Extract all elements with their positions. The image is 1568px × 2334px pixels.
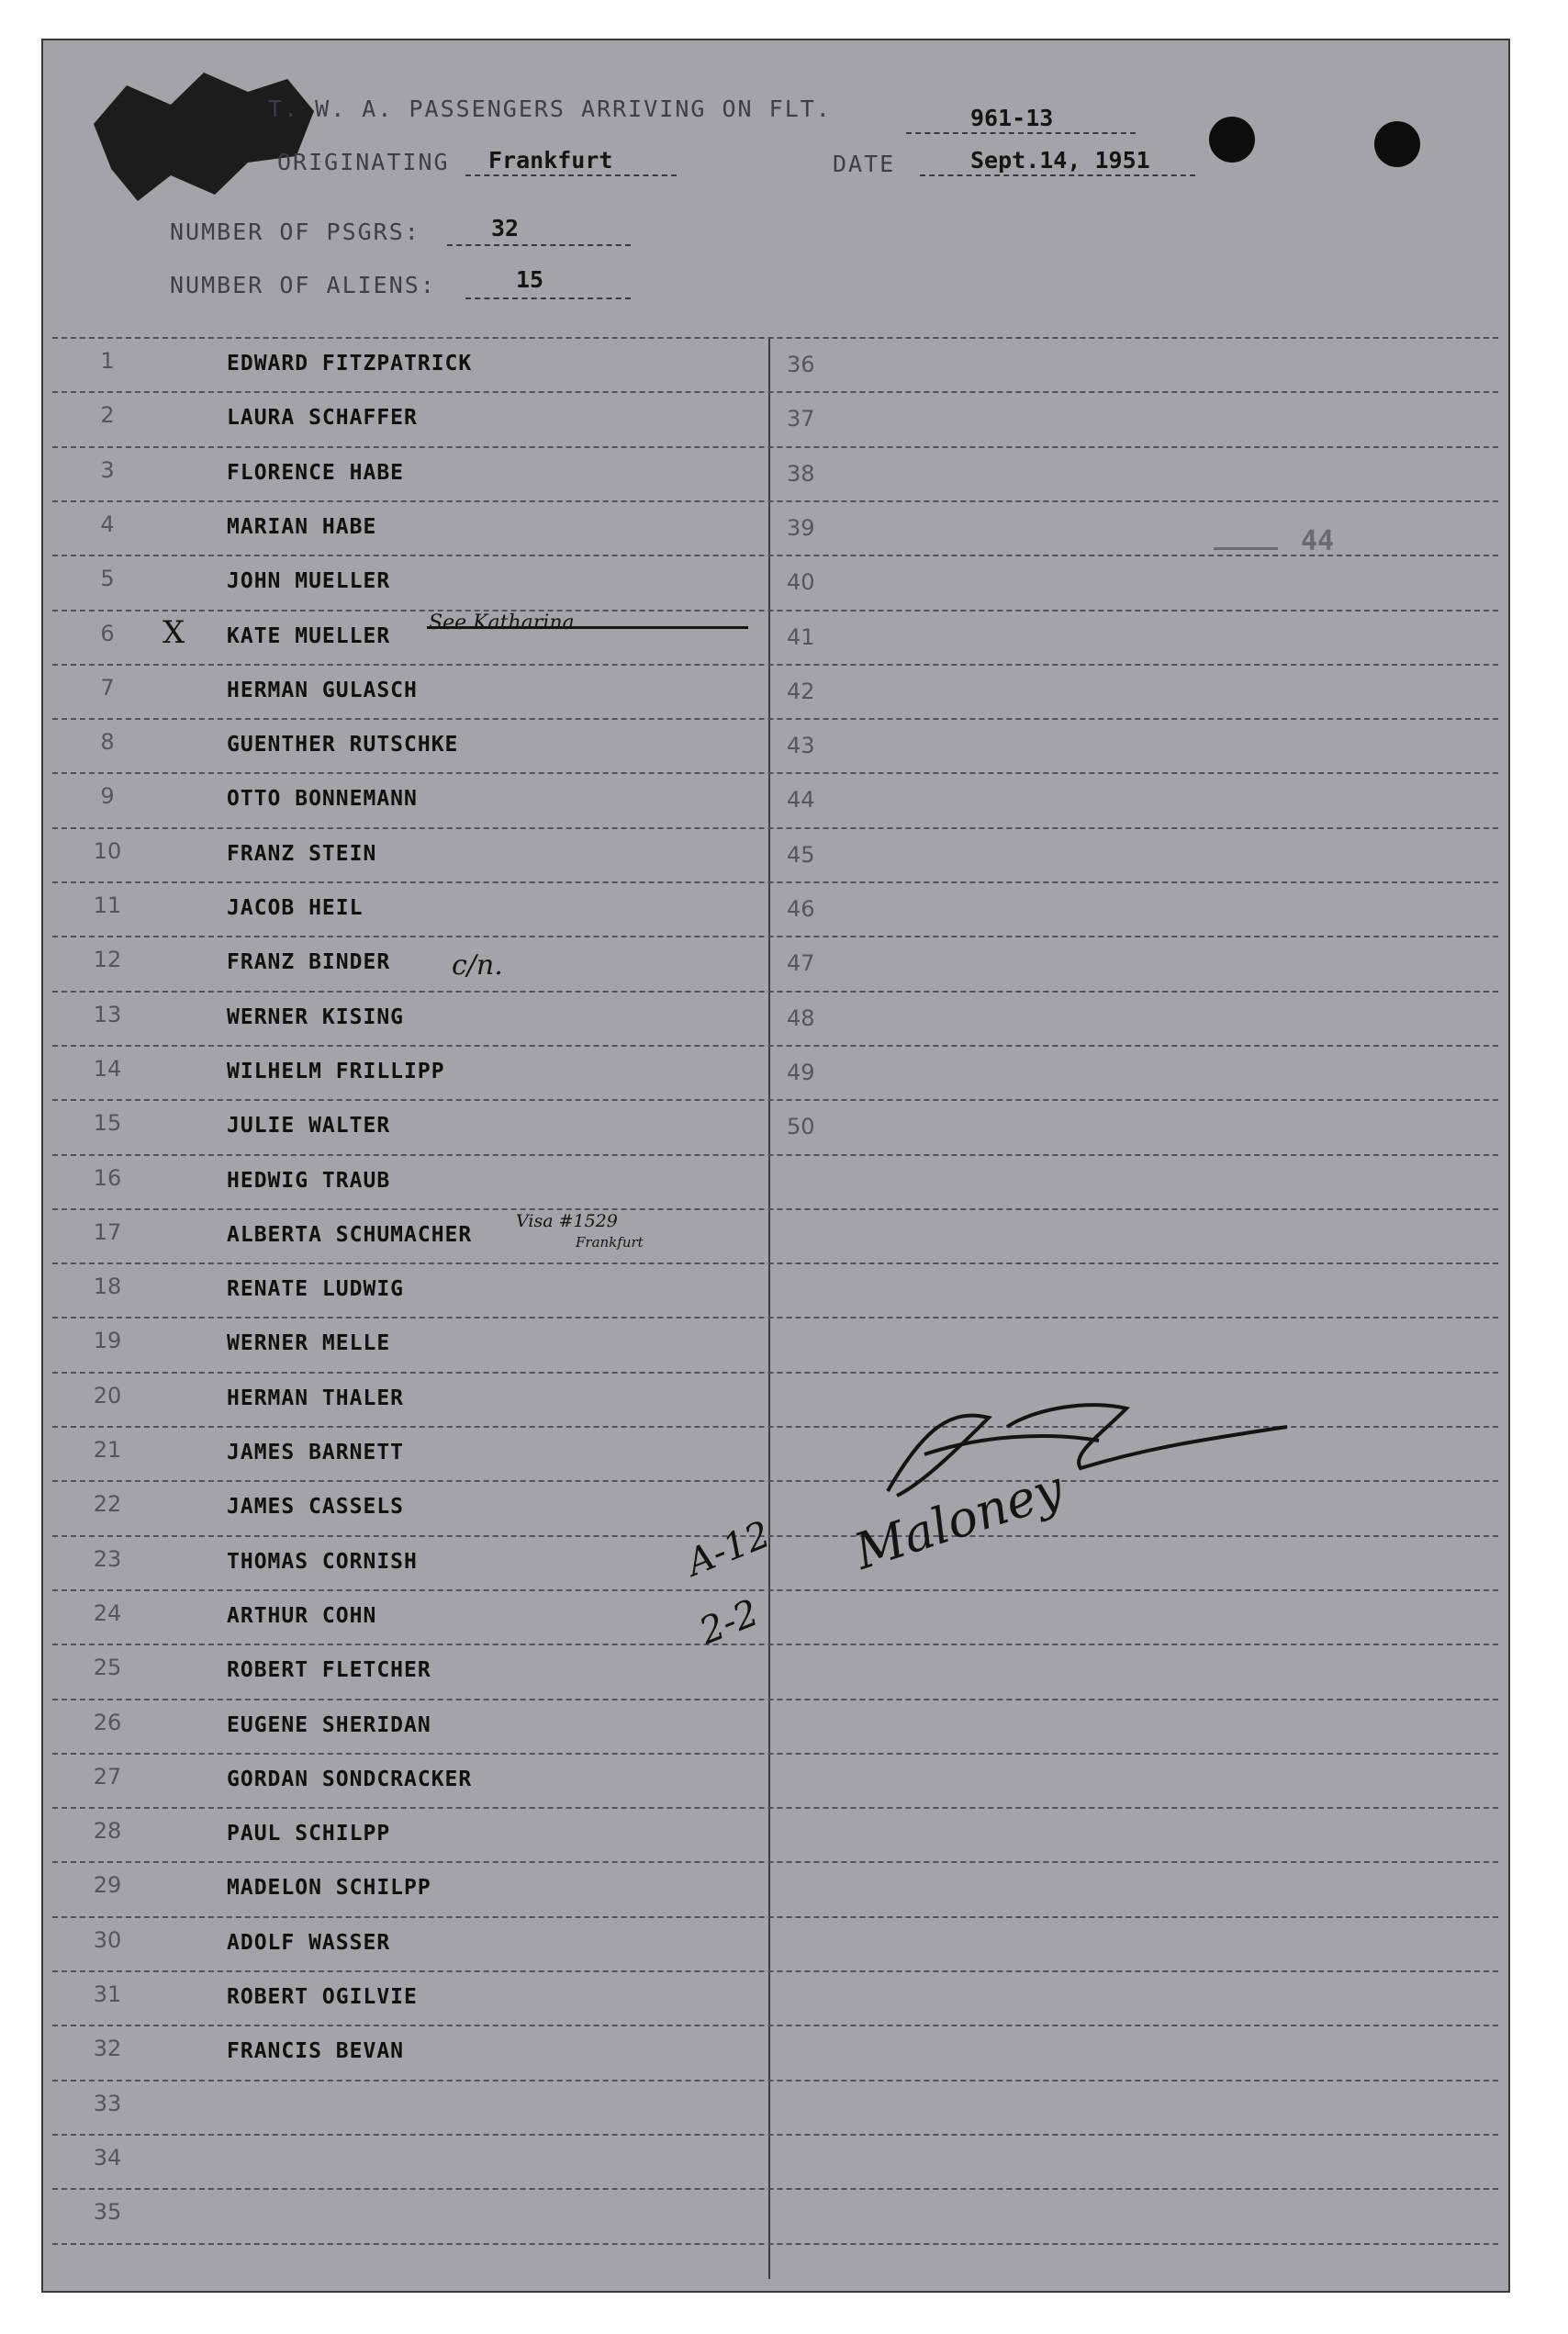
- passenger-row: [52, 1589, 768, 1644]
- passenger-row: [52, 1644, 768, 1698]
- passenger-name: OTTO BONNEMANN: [227, 787, 418, 812]
- passenger-row: [52, 1699, 768, 1753]
- stamp-22: 2-2: [693, 1591, 765, 1654]
- visa-city-note: Frankfurt: [576, 1234, 644, 1251]
- passenger-row: [52, 610, 768, 664]
- passenger-name: HEDWIG TRAUB: [227, 1168, 391, 1193]
- right-row-number: 39: [787, 514, 815, 541]
- passenger-name: ROBERT OGILVIE: [227, 1985, 418, 2009]
- row-number: 24: [93, 1599, 122, 1626]
- passenger-name: JAMES BARNETT: [227, 1441, 405, 1464]
- row-number: 22: [93, 1491, 122, 1518]
- column-divider: [768, 337, 770, 2279]
- initials-signature: [869, 1390, 1301, 1519]
- passenger-name: HERMAN GULASCH: [227, 678, 418, 702]
- passenger-name: ALBERTA SCHUMACHER: [227, 1222, 473, 1247]
- originating-label: ORIGINATING: [277, 149, 450, 175]
- passenger-name: WERNER KISING: [227, 1004, 405, 1029]
- passenger-row: [52, 1154, 768, 1208]
- passenger-row: [52, 1317, 768, 1371]
- passenger-count: 32: [491, 215, 520, 241]
- passenger-row: [52, 446, 768, 500]
- right-row-number: 49: [787, 1059, 815, 1085]
- passenger-row: [52, 1262, 768, 1317]
- visa-note: Visa #1529: [516, 1211, 618, 1231]
- passenger-name: MADELON SCHILPP: [227, 1876, 431, 1901]
- row-number: 16: [93, 1164, 122, 1191]
- cancel-mark: X: [162, 614, 185, 651]
- right-row-number: 43: [787, 733, 815, 759]
- passenger-name: HERMAN THALER: [227, 1386, 405, 1410]
- originating-city: Frankfurt: [488, 147, 613, 174]
- passenger-row: [52, 827, 768, 881]
- passenger-row: [52, 2134, 768, 2188]
- dash-mark: [1214, 547, 1278, 550]
- passenger-name: EUGENE SHERIDAN: [227, 1712, 431, 1737]
- strike-line: [427, 626, 748, 629]
- passenger-name: JOHN MUELLER: [227, 569, 391, 594]
- passenger-name: ADOLF WASSER: [227, 1930, 391, 1955]
- passenger-row: [52, 1970, 768, 2025]
- passenger-row: [52, 772, 768, 826]
- passenger-row: [52, 1861, 768, 1915]
- right-row-number: 44: [787, 787, 815, 814]
- row-number: 6: [100, 620, 115, 646]
- passenger-row: [52, 718, 768, 772]
- passenger-row: [52, 936, 768, 990]
- right-row-number: 50: [787, 1114, 815, 1140]
- passenger-row: [52, 1426, 768, 1480]
- right-row-number: 37: [787, 406, 815, 432]
- passenger-row: [52, 664, 768, 718]
- manifest-sheet: [41, 39, 1510, 2293]
- passenger-name: GORDAN SONDCRACKER: [227, 1767, 473, 1791]
- row-number: 31: [93, 1981, 122, 2007]
- passenger-name: THOMAS CORNISH: [227, 1549, 418, 1574]
- passenger-name: GUENTHER RUTSCHKE: [227, 733, 459, 757]
- row-number: 3: [100, 456, 115, 483]
- flight-number: 961-13: [970, 105, 1054, 131]
- passenger-row: [52, 337, 768, 391]
- passenger-row: [52, 1372, 768, 1426]
- passenger-name: JULIE WALTER: [227, 1114, 391, 1139]
- row-number: 25: [93, 1655, 122, 1681]
- row-number: 5: [100, 566, 115, 592]
- passenger-row: [52, 991, 768, 1045]
- passenger-row: [52, 1045, 768, 1099]
- row-number: 12: [93, 947, 122, 973]
- passenger-name: ROBERT FLETCHER: [227, 1658, 431, 1683]
- passenger-row: [52, 391, 768, 445]
- row-number: 34: [93, 2144, 122, 2171]
- passenger-row: [52, 1916, 768, 1970]
- row-number: 7: [100, 674, 115, 701]
- row-number: 29: [93, 1872, 122, 1899]
- passenger-row: [52, 500, 768, 555]
- passenger-name: FRANZ BINDER: [227, 950, 391, 975]
- row-number: 17: [93, 1218, 122, 1245]
- passenger-name: PAUL SCHILPP: [227, 1822, 391, 1846]
- row-number: 26: [93, 1709, 122, 1735]
- right-row-number: 45: [787, 841, 815, 868]
- passenger-row: [52, 1480, 768, 1534]
- passenger-table: [52, 40, 1498, 2291]
- row-number: 35: [93, 2199, 122, 2226]
- row-number: 8: [100, 729, 115, 756]
- date-label: DATE: [833, 151, 896, 177]
- row6-note: See Katharina: [429, 612, 575, 634]
- row-number: 4: [100, 511, 115, 537]
- row-number: 30: [93, 1926, 122, 1953]
- passenger-name: JAMES CASSELS: [227, 1495, 405, 1520]
- right-row-number: 47: [787, 950, 815, 977]
- passenger-name: LAURA SCHAFFER: [227, 406, 418, 431]
- right-row-number: 41: [787, 623, 815, 650]
- passenger-row: [52, 1535, 768, 1589]
- row-number: 1: [100, 348, 115, 374]
- right-row-number: 42: [787, 678, 815, 704]
- row-number: 10: [93, 837, 122, 864]
- right-row-number: 36: [787, 352, 815, 377]
- right-row-number: 46: [787, 896, 815, 922]
- passenger-row: [52, 2025, 768, 2079]
- right-count: 44: [1301, 525, 1335, 557]
- passenger-name: ARTHUR COHN: [227, 1603, 377, 1628]
- alien-count-label: NUMBER OF ALIENS:: [170, 272, 436, 298]
- passenger-name: FRANCIS BEVAN: [227, 2039, 405, 2064]
- right-row-number: 40: [787, 569, 815, 596]
- right-row-number: 38: [787, 460, 815, 487]
- row-number: 20: [93, 1382, 122, 1408]
- right-row-number: 48: [787, 1004, 815, 1031]
- passenger-name: RENATE LUDWIG: [227, 1277, 405, 1302]
- signature-maloney: Maloney: [847, 1459, 1070, 1581]
- passenger-name: EDWARD FITZPATRICK: [227, 352, 473, 376]
- passenger-count-label: NUMBER OF PSGRS:: [170, 219, 420, 245]
- passenger-name: KATE MUELLER: [227, 623, 391, 648]
- row-number: 32: [93, 2036, 122, 2062]
- stamp-a12: A-12: [680, 1513, 777, 1585]
- row-number: 21: [93, 1437, 122, 1463]
- passenger-row: [52, 1208, 768, 1262]
- passenger-row: [52, 555, 768, 609]
- alien-count: 15: [516, 266, 544, 293]
- passenger-row: [52, 1099, 768, 1153]
- row-number: 27: [93, 1763, 122, 1790]
- passenger-name: WILHELM FRILLIPP: [227, 1059, 445, 1083]
- row-number: 13: [93, 1001, 122, 1027]
- passenger-row: [52, 881, 768, 936]
- row-number: 2: [100, 402, 115, 429]
- manifest-date: Sept.14, 1951: [970, 147, 1150, 174]
- row12-note: c/n.: [452, 949, 503, 982]
- row-number: 11: [93, 892, 122, 918]
- row-number: 19: [93, 1328, 122, 1354]
- passenger-name: JACOB HEIL: [227, 896, 364, 920]
- passenger-name: MARIAN HABE: [227, 514, 377, 539]
- row-number: 18: [93, 1274, 122, 1300]
- row-number: 15: [93, 1110, 122, 1137]
- row-number: 9: [100, 783, 115, 810]
- row-number: 14: [93, 1055, 122, 1082]
- row-number: 23: [93, 1545, 122, 1572]
- manifest-title: T. W. A. PASSENGERS ARRIVING ON FLT.: [268, 95, 832, 122]
- row-number: 33: [93, 2090, 122, 2116]
- passenger-name: WERNER MELLE: [227, 1331, 391, 1356]
- passenger-name: FRANZ STEIN: [227, 841, 377, 866]
- passenger-name: FLORENCE HABE: [227, 460, 405, 485]
- passenger-row: [52, 1807, 768, 1861]
- row-number: 28: [93, 1818, 122, 1845]
- row-divider: [52, 2243, 1498, 2245]
- passenger-row: [52, 2188, 768, 2242]
- passenger-row: [52, 1753, 768, 1807]
- passenger-row: [52, 2080, 768, 2134]
